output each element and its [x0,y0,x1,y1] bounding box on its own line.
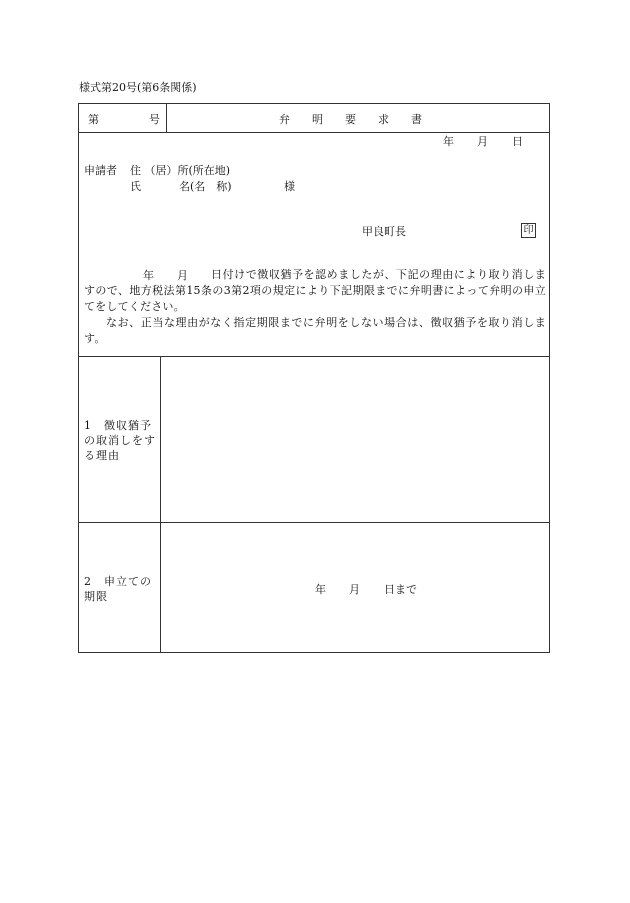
form-title: 弁 明 要 求 書 [279,113,422,126]
header-divider [166,104,167,132]
request-form [78,103,550,653]
row-1-bottom-rule [79,522,549,523]
form-number: 様式第20号(第6条関係) [79,81,197,94]
row-2-year: 年 [315,583,326,596]
applicant-label: 申請者 [84,164,117,177]
body-year-marker: 年 [143,269,154,282]
row-2-label: 2 申立ての期限 [84,575,152,603]
row-2-deadline-suffix: 日まで [384,583,417,596]
row-1-label: 1 徴収猶予の取消しをする理由 [84,419,156,462]
number-prefix: 第 [88,113,99,126]
body-month-marker: 月 [177,269,188,282]
date-month: 月 [477,135,488,148]
seal-mark: 印 [521,223,536,238]
applicant-name-label-2: 名(名 称) [179,180,232,193]
number-suffix: 号 [149,113,160,126]
date-year: 年 [443,135,454,148]
body-paragraph-2: なお、正当な理由がなく指定期限までに弁明をしない場合は、徴収猶予を取り消します。 [84,316,546,345]
issuer-name: 甲良町長 [362,225,406,238]
body-bottom-rule [79,356,549,357]
body-paragraph-1: 日付けで徴収猶予を認めましたが、下記の理由により取り消しますので、地方税法第15条の3第2項の規定により下記期限までに弁明書によって弁明の申立てをしてください。 [84,268,546,313]
row-2-month: 月 [349,583,360,596]
applicant-honorific: 様 [284,180,295,193]
rows-divider [160,356,161,652]
applicant-name-label-1: 氏 [130,180,141,193]
applicant-address-label: 住 （居）所(所在地) [130,164,231,177]
date-day: 日 [512,135,523,148]
